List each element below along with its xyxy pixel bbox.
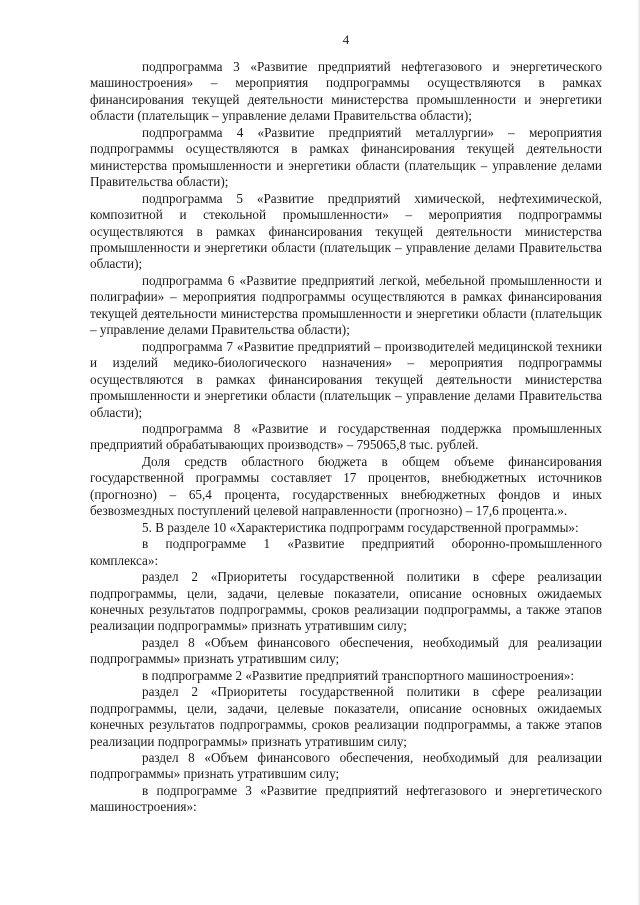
paragraph-in-subprogram-3: в подпрограмме 3 «Развитие предприятий нефтегазового и энергетического машиностроения»: xyxy=(90,782,602,815)
paragraph-subprogram-6: подпрограмма 6 «Развитие предприятий легкой, мебельной промышленности и полиграфии» – мероприятия подпрограммы осуществляются в рамках финансирования текущей деятельности министерства промышленности и энергетики области (плательщик – управление делами Правительства области); xyxy=(90,272,602,338)
paragraph-subprogram-5: подпрограмма 5 «Развитие предприятий химической, нефтехимической, композитной и стекольной промышленности» – мероприятия подпрограммы осуществляются в рамках финансирования текущей деятельности министерства промышленности и энергетики области (плательщик – управление делами Правительства области); xyxy=(90,190,602,272)
paragraph-in-subprogram-1: в подпрограмме 1 «Развитие предприятий оборонно-промышленного комплекса»: xyxy=(90,536,602,568)
paragraph-section-8-invalid-b: раздел 8 «Объем финансового обеспечения, необходимый для реализации подпрограммы» признать утратившим силу; xyxy=(90,750,602,782)
paragraph-subprogram-3: подпрограмма 3 «Развитие предприятий нефтегазового и энергетического машиностроения» – мероприятия подпрограммы осуществляются в рамках финансирования текущей деятельности министерства промышленности и энергетики области (плательщик – управление делами Правительства области); xyxy=(90,59,602,124)
paragraph-subprogram-7: подпрограмма 7 «Развитие предприятий – производителей медицинской техники и изделий медико-биологического назначения» – мероприятия подпрограммы осуществляются в рамках финансирования текущей деятельности министерства промышленности и энергетики области (плательщик – управление делами Правительства области); xyxy=(90,338,602,420)
paragraph-subprogram-4: подпрограмма 4 «Развитие предприятий металлургии» – мероприятия подпрограммы осуществляются в рамках финансирования текущей деятельности министерства промышленности и энергетики области (плательщик – управление делами Правительства области); xyxy=(90,124,602,190)
paragraph-section-8-invalid-a: раздел 8 «Объем финансового обеспечения, необходимый для реализации подпрограммы» признать утратившим силу; xyxy=(90,634,602,667)
page-number: 4 xyxy=(342,32,350,47)
document-body xyxy=(90,59,602,816)
paragraph-in-subprogram-2: в подпрограмме 2 «Развитие предприятий транспортного машиностроения»: xyxy=(142,667,575,683)
paragraph-item-5: 5. В разделе 10 «Характеристика подпрограмм государственной программы»: xyxy=(142,519,579,535)
paragraph-section-2-invalid-b: раздел 2 «Приоритеты государственной политики в сфере реализации подпрограммы, цели, задачи, целевые показатели, описание основных ожидаемых конечных результатов подпрограммы, сроков реализации подпрограммы, а также этапов реализации подпрограммы» признать утратившим силу; xyxy=(90,684,602,749)
paragraph-budget-share: Доля средств областного бюджета в общем объеме финансирования государственной программы составляет 17 процентов, внебюджетных источников (прогнозно) – 65,4 процента, государственных внебюджетных фондов и иных безвозмездных поступлений целевой направленности (прогнозно) – 17,6 процента.». xyxy=(90,453,602,519)
paragraph-section-2-invalid-a: раздел 2 «Приоритеты государственной политики в сфере реализации подпрограммы, цели, задачи, целевые показатели, описание основных ожидаемых конечных результатов подпрограммы, сроков реализации подпрограммы, а также этапов реализации подпрограммы» признать утратившим силу; xyxy=(90,569,602,634)
paragraph-subprogram-8: подпрограмма 8 «Развитие и государственная поддержка промышленных предприятий обрабатывающих производств» – 795065,8 тыс. рублей. xyxy=(90,420,602,453)
